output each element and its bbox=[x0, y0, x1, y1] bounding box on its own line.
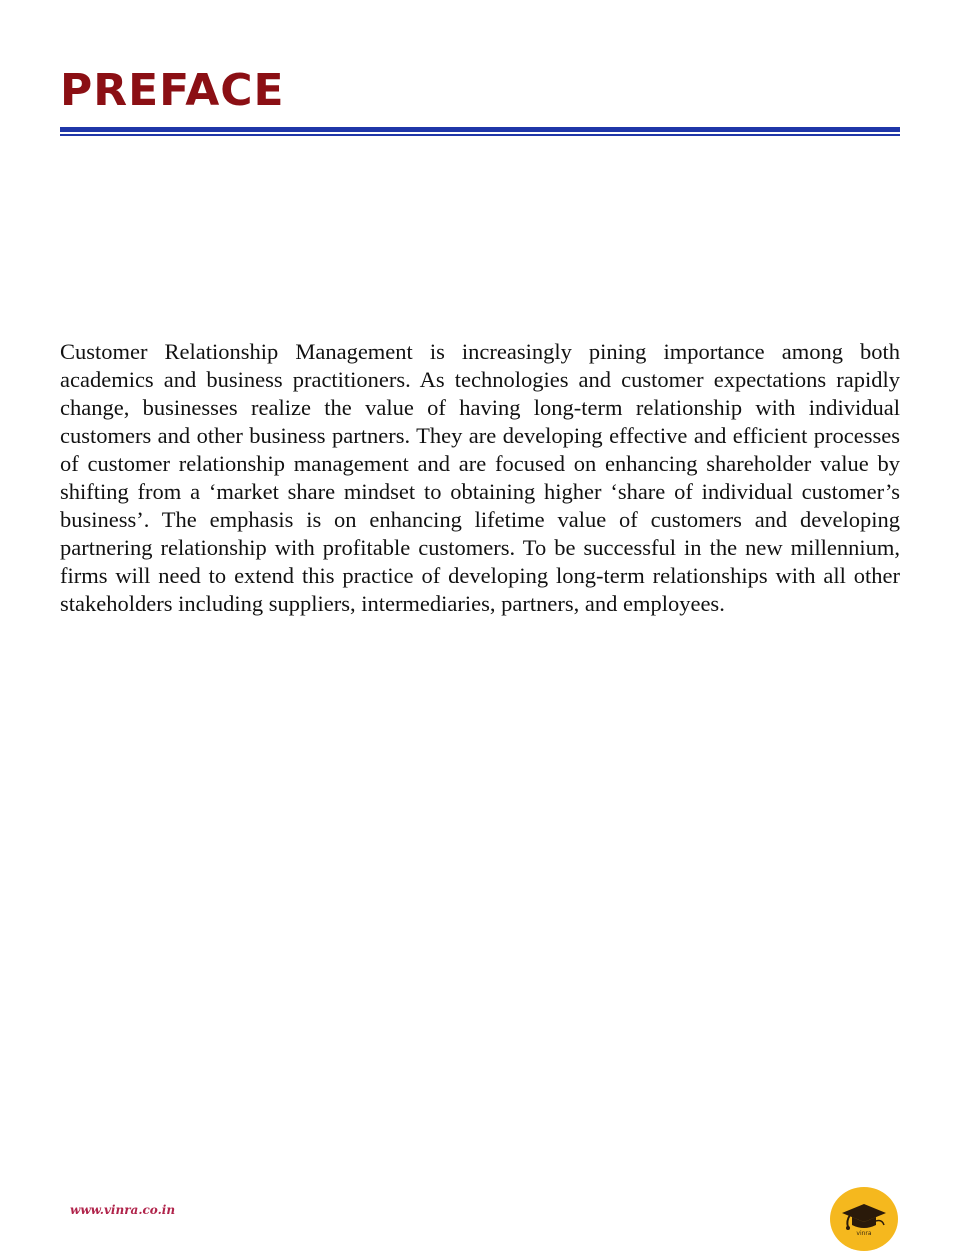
title-divider-thick bbox=[60, 127, 900, 132]
preface-paragraph: Customer Relationship Management is increasingly pining importance among both academics and business practitioners. As technologies and customer expectations rapidly change, businesses realize the value of having long-term relationship with individual customers and other business partners. They are developing effective and efficient processes of customer relationship management and are focused on enhancing shareholder value by shifting from a ‘market share mindset to obtaining higher ‘share of individual customer’s business’. The emphasis is on enhancing lifetime value of customers and developing partnering relationship with profitable customers. To be successful in the new millennium, firms will need to extend this practice of developing long-term relationships with all other stakeholders including suppliers, intermediaries, partners, and employees. bbox=[60, 339, 900, 616]
footer-logo bbox=[830, 1187, 898, 1251]
title-divider bbox=[60, 127, 900, 138]
footer-website-link[interactable]: www.vinra.co.in bbox=[70, 1203, 176, 1217]
logo-brand-text: vinra bbox=[856, 1230, 872, 1237]
title-divider-thin bbox=[60, 134, 900, 136]
graduation-cap-icon bbox=[830, 1187, 898, 1251]
page-title: PREFACE bbox=[60, 65, 285, 116]
